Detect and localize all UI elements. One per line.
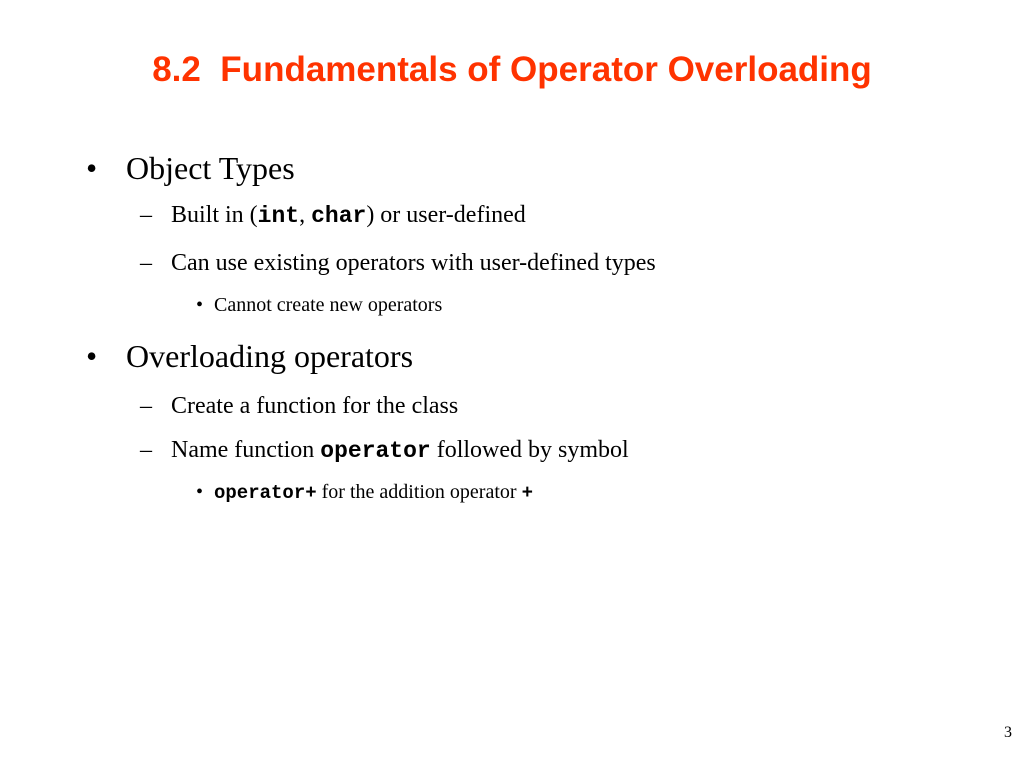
dash-marker: –	[140, 393, 152, 419]
slide-title: 8.2 Fundamentals of Operator Overloading	[152, 50, 872, 89]
bullet-create-function: Create a function for the class	[171, 393, 459, 419]
code-operator: operator	[320, 438, 431, 464]
operator-plus-text-middle: for the addition operator	[316, 481, 522, 503]
bullet-overloading-operators: Overloading operators	[126, 338, 414, 374]
code-plus: +	[521, 482, 533, 504]
name-function-text-before: Name function	[171, 437, 321, 463]
bullet-marker: •	[196, 294, 204, 316]
bullet-marker: •	[86, 150, 98, 186]
bullet-name-function	[171, 434, 629, 467]
bullet-marker: •	[86, 338, 98, 374]
built-in-comma: ,	[299, 202, 312, 228]
bullet-operator-plus	[214, 478, 533, 507]
code-int: int	[257, 203, 300, 229]
bullet-object-types: Object Types	[126, 150, 295, 186]
built-in-text-after: ) or user-defined	[366, 202, 526, 228]
code-char: char	[311, 203, 367, 229]
page-number: 3	[1004, 724, 1012, 741]
bullet-built-in	[171, 199, 526, 232]
code-operator-plus: operator+	[214, 482, 317, 504]
bullet-existing-operators: Can use existing operators with user-defined types	[171, 250, 656, 276]
bullet-cannot-create: Cannot create new operators	[214, 294, 443, 316]
built-in-text-before: Built in (	[171, 202, 258, 228]
bullet-marker: •	[196, 481, 204, 503]
dash-marker: –	[140, 437, 152, 463]
dash-marker: –	[140, 202, 152, 228]
name-function-text-after: followed by symbol	[430, 437, 629, 463]
dash-marker: –	[140, 250, 152, 276]
